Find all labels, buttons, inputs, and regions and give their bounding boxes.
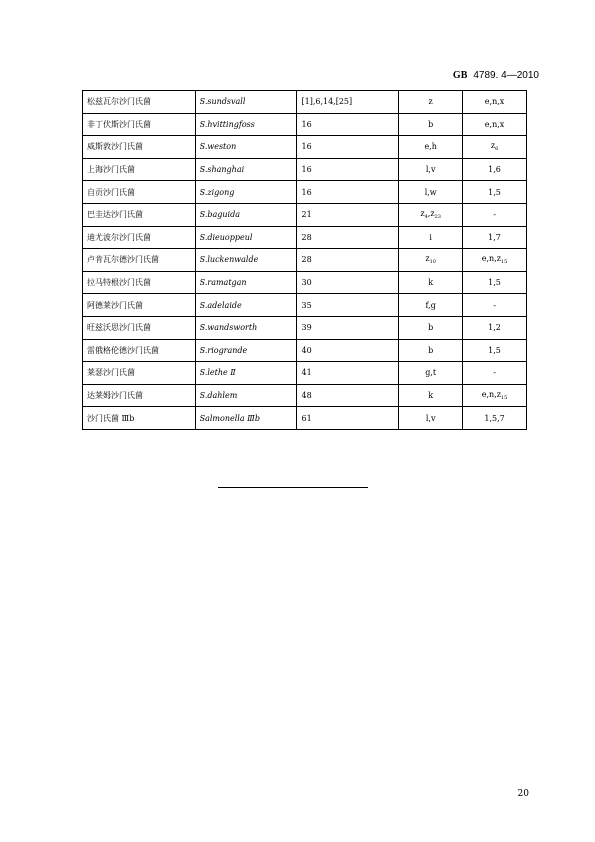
h-phase2-cell: e,n,x: [463, 91, 527, 114]
h-phase1-cell: f,g: [399, 294, 463, 317]
h-phase1-cell: $z_4,z_{23}$: [399, 203, 463, 226]
table-row: [83, 339, 527, 362]
h-phase2-cell: -: [463, 294, 527, 317]
scientific-name-cell: S.hvittingfoss: [195, 113, 297, 136]
cn-name-cell: 松兹瓦尔沙门氏菌: [83, 91, 196, 114]
scientific-name-cell: S.adelaide: [195, 294, 297, 317]
h-phase1-cell: e,h: [399, 136, 463, 159]
scientific-name-cell: S.wandsworth: [195, 316, 297, 339]
h-phase1-cell: k: [399, 384, 463, 407]
h-phase1-cell: l,w: [399, 181, 463, 204]
h-phase1-cell: l,v: [399, 407, 463, 430]
table-row: [83, 91, 527, 114]
serotype-table: [82, 90, 527, 430]
o-antigen-cell: 16: [297, 113, 399, 136]
table-row: [83, 181, 527, 204]
table-row: [83, 226, 527, 249]
o-antigen-cell: 39: [297, 316, 399, 339]
scientific-name-cell: S.lethe Ⅱ: [195, 362, 297, 385]
h-phase2-cell: 1,5: [463, 271, 527, 294]
h-phase2-cell: -: [463, 362, 527, 385]
o-antigen-cell: 35: [297, 294, 399, 317]
table-row: [83, 294, 527, 317]
h-phase2-cell: 1,2: [463, 316, 527, 339]
scientific-name-cell: S.sundsvall: [195, 91, 297, 114]
h-phase1-cell: $z_{10}$: [399, 249, 463, 272]
scientific-name-cell: S.dahlem: [195, 384, 297, 407]
table-row: [83, 136, 527, 159]
cn-name-cell: 沙门氏菌 Ⅲb: [83, 407, 196, 430]
table-row: [83, 362, 527, 385]
h-phase1-cell: b: [399, 113, 463, 136]
h-phase2-cell: 1,7: [463, 226, 527, 249]
o-antigen-cell: 41: [297, 362, 399, 385]
o-antigen-cell: 28: [297, 249, 399, 272]
table-row: [83, 384, 527, 407]
table-row: [83, 271, 527, 294]
h-phase1-cell: i: [399, 226, 463, 249]
h-phase2-cell: -: [463, 203, 527, 226]
o-antigen-cell: 61: [297, 407, 399, 430]
scientific-name-cell: S.weston: [195, 136, 297, 159]
o-antigen-cell: 16: [297, 181, 399, 204]
h-phase1-cell: l,v: [399, 158, 463, 181]
scientific-name-cell: Salmonella Ⅲb: [195, 407, 297, 430]
cn-name-cell: 迪尤波尔沙门氏菌: [83, 226, 196, 249]
h-phase1-cell: k: [399, 271, 463, 294]
h-phase2-cell: $e,n,z_{15}$: [463, 384, 527, 407]
cn-name-cell: 上海沙门氏菌: [83, 158, 196, 181]
cn-name-cell: 威斯敦沙门氏菌: [83, 136, 196, 159]
cn-name-cell: 卢肯瓦尔德沙门氏菌: [83, 249, 196, 272]
o-antigen-cell: 28: [297, 226, 399, 249]
h-phase2-cell: $z_6$: [463, 136, 527, 159]
o-antigen-cell: [1],6,14,[25]: [297, 91, 399, 114]
h-phase2-cell: 1,5,7: [463, 407, 527, 430]
h-phase1-cell: g,t: [399, 362, 463, 385]
cn-name-cell: 巴圭达沙门氏菌: [83, 203, 196, 226]
scientific-name-cell: S.riogrande: [195, 339, 297, 362]
table-body: [83, 91, 527, 430]
page-number: 20: [517, 789, 529, 799]
cn-name-cell: 莱瑟沙门氏菌: [83, 362, 196, 385]
h-phase2-cell: 1,6: [463, 158, 527, 181]
h-phase1-cell: b: [399, 339, 463, 362]
scientific-name-cell: S.dieuoppeul: [195, 226, 297, 249]
o-antigen-cell: 30: [297, 271, 399, 294]
table-row: [83, 316, 527, 339]
h-phase2-cell: e,n,x: [463, 113, 527, 136]
h-phase1-cell: b: [399, 316, 463, 339]
scientific-name-cell: S.shanghai: [195, 158, 297, 181]
cn-name-cell: 达莱姆沙门氏菌: [83, 384, 196, 407]
scientific-name-cell: S.zigong: [195, 181, 297, 204]
scientific-name-cell: S.luckenwalde: [195, 249, 297, 272]
cn-name-cell: 阿德莱沙门氏菌: [83, 294, 196, 317]
document-header: [453, 70, 539, 81]
o-antigen-cell: 21: [297, 203, 399, 226]
o-antigen-cell: 16: [297, 158, 399, 181]
h-phase2-cell: 1,5: [463, 339, 527, 362]
standard-code: GB: [452, 70, 468, 81]
cn-name-cell: 雷俄格伦德沙门氏菌: [83, 339, 196, 362]
scientific-name-cell: S.ramatgan: [195, 271, 297, 294]
standard-number: 4789. 4—2010: [473, 70, 539, 81]
end-rule: [218, 487, 368, 488]
table-row: [83, 158, 527, 181]
scientific-name-cell: S.baguida: [195, 203, 297, 226]
cn-name-cell: 自贡沙门氏菌: [83, 181, 196, 204]
cn-name-cell: 非丁伏斯沙门氏菌: [83, 113, 196, 136]
o-antigen-cell: 16: [297, 136, 399, 159]
o-antigen-cell: 48: [297, 384, 399, 407]
h-phase1-cell: z: [399, 91, 463, 114]
cn-name-cell: 拉马特根沙门氏菌: [83, 271, 196, 294]
h-phase2-cell: 1,5: [463, 181, 527, 204]
table-row: [83, 113, 527, 136]
o-antigen-cell: 40: [297, 339, 399, 362]
h-phase2-cell: $e,n,z_{15}$: [463, 249, 527, 272]
table-row: [83, 407, 527, 430]
table-row: [83, 203, 527, 226]
table-row: [83, 249, 527, 272]
cn-name-cell: 旺兹沃思沙门氏菌: [83, 316, 196, 339]
